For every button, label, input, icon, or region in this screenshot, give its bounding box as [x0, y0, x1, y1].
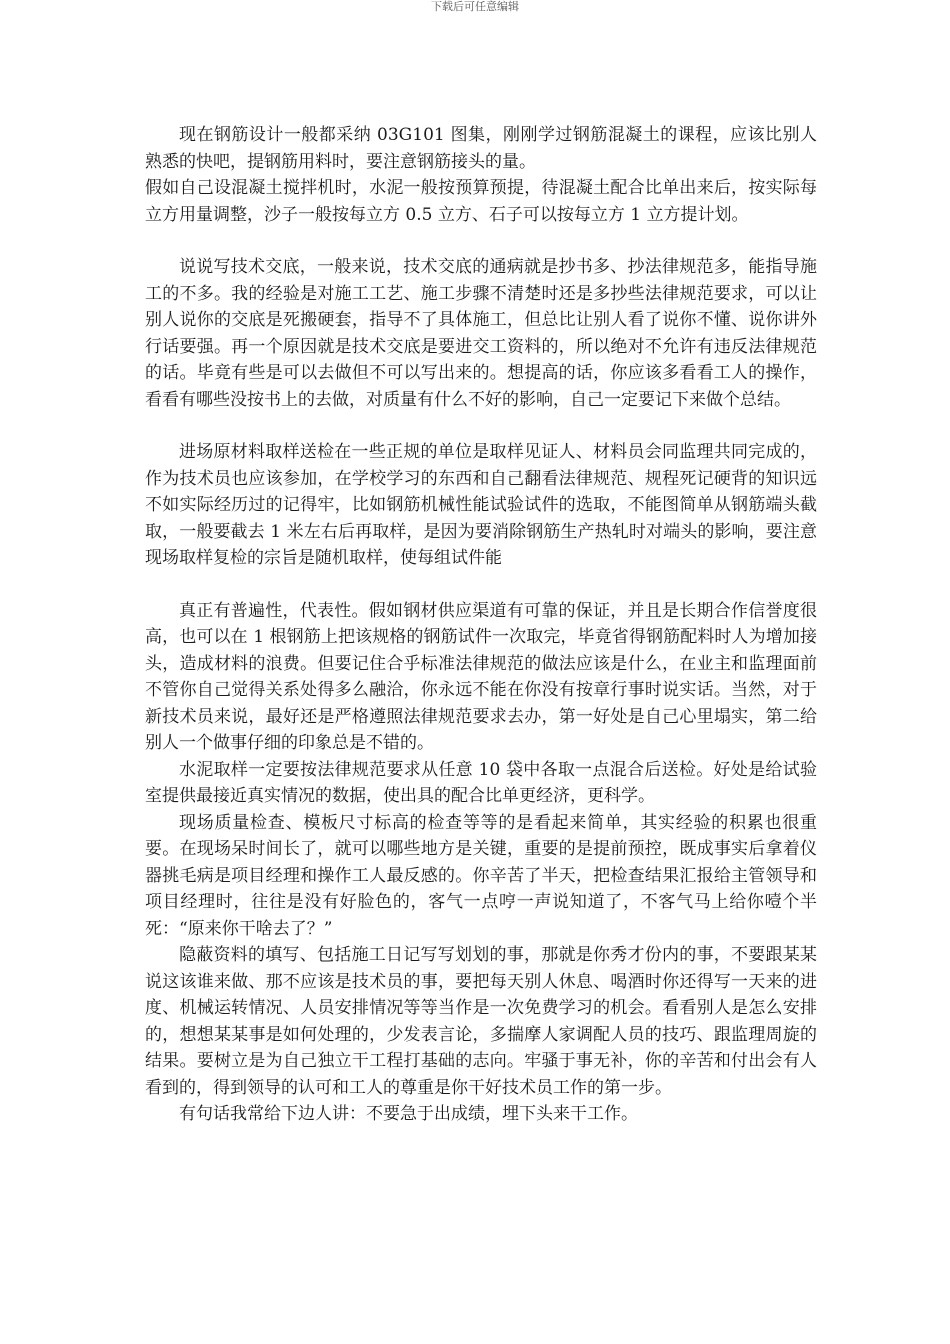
paragraph-concealed-records: 隐蔽资料的填写、包括施工日记写写划划的事，那就是你秀才份内的事，不要跟某某说这该谁来做、那不应该是技术员的事，要把每天别人休息、喝酒时你还得写一天来的进度、机械运转情况、人员安排情况等等当作是一次免费学习的机会。看看别人是怎么安排的，想想某某事是如何处理的，少发表言论，多揣摩人家调配人员的技巧、跟监理周旋的结果。要树立是为自己独立干工程打基础的志向。牢骚于事无补，你的辛苦和付出会有人看到的，得到领导的认可和工人的尊重是你干好技术员工作的第一步。: [145, 945, 817, 1098]
page-header: 下载后可任意编辑: [431, 0, 519, 13]
paragraph-material-sampling: 进场原材料取样送检在一些正规的单位是取样见证人、材料员会同监理共同完成的，作为技术员也应该参加，在学校学习的东西和自己翻看法律规范、规程死记硬背的知识远不如实际经历过的记得牢，比如钢筋机械性能试验试件的选取，不能图简单从钢筋端头截取，一般要截去 1 米左右后再取样，是因为要消除钢筋生产热轧时对端头的影响，要注意现场取样复检的宗旨是随机取样，使每组试件能: [145, 442, 817, 568]
paragraph-representativeness: 真正有普遍性，代表性。假如钢材供应渠道有可靠的保证，并且是长期合作信誉度很高，也可以在 1 根钢筋上把该规格的钢筋试件一次取完，毕竟省得钢筋配料时人为增加接头，造成材料的浪费。但要记住合乎标准法律规范的做法应该是什么，在业主和监理面前不管你自己觉得关系处得多么融洽，你永远不能在你没有按章行事时说实话。当然，对于新技术员来说，最好还是严格遵照法律规范要求去办，第一好处是自己心里塌实，第二给别人一个做事仔细的印象总是不错的。: [145, 600, 817, 753]
paragraph-rebar-design: 现在钢筋设计一般都采纳 03G101 图集，刚刚学过钢筋混凝土的课程，应该比别人熟悉的快吧，提钢筋用料时，要注意钢筋接头的量。: [145, 125, 817, 172]
paragraph-quality-inspection: 现场质量检查、模板尺寸标高的检查等等的是看起来简单，其实经验的积累也很重要。在现场呆时间长了，就可以哪些地方是关键，重要的是提前预控，既成事实后拿着仪器挑毛病是项目经理和操作工人最反感的。你辛苦了半天，把检查结果汇报给主管领导和项目经理时，往往是没有好脸色的，客气一点哼一声说知道了，不客气马上给你噎个半死：“原来你干啥去了？”: [145, 812, 817, 939]
paragraph-closing-advice: 有句话我常给下边人讲：不要急于出成绩，埋下头来干工作。: [179, 1104, 638, 1124]
document-body: [145, 122, 817, 1128]
paragraph-cement-sampling: 水泥取样一定要按法律规范要求从任意 10 袋中各取一点混合后送检。好处是给试验室提供最接近真实情况的数据，使出具的配合比单更经济，更科学。: [145, 759, 817, 806]
paragraph-technical-briefing: 说说写技术交底，一般来说，技术交底的通病就是抄书多、抄法律规范多，能指导施工的不多。我的经验是对施工工艺、施工步骤不清楚时还是多抄些法律规范要求，可以让别人说你的交底是死搬硬套，指导不了具体施工，但总比让别人看了说你不懂、说你讲外行话要强。再一个原因就是技术交底是要进交工资料的，所以绝对不允许有违反法律规范的话。毕竟有些是可以去做但不可以写出来的。想提高的话，你应该多看看工人的操作，看看有哪些没按书上的去做，对质量有什么不好的影响，自己一定要记下来做个总结。: [145, 257, 817, 410]
paragraph-concrete-mixer: 假如自己设混凝土搅拌机时，水泥一般按预算预提，待混凝土配合比单出来后，按实际每立方用量调整，沙子一般按每立方 0.5 立方、石子可以按每立方 1 立方提计划。: [145, 178, 817, 225]
